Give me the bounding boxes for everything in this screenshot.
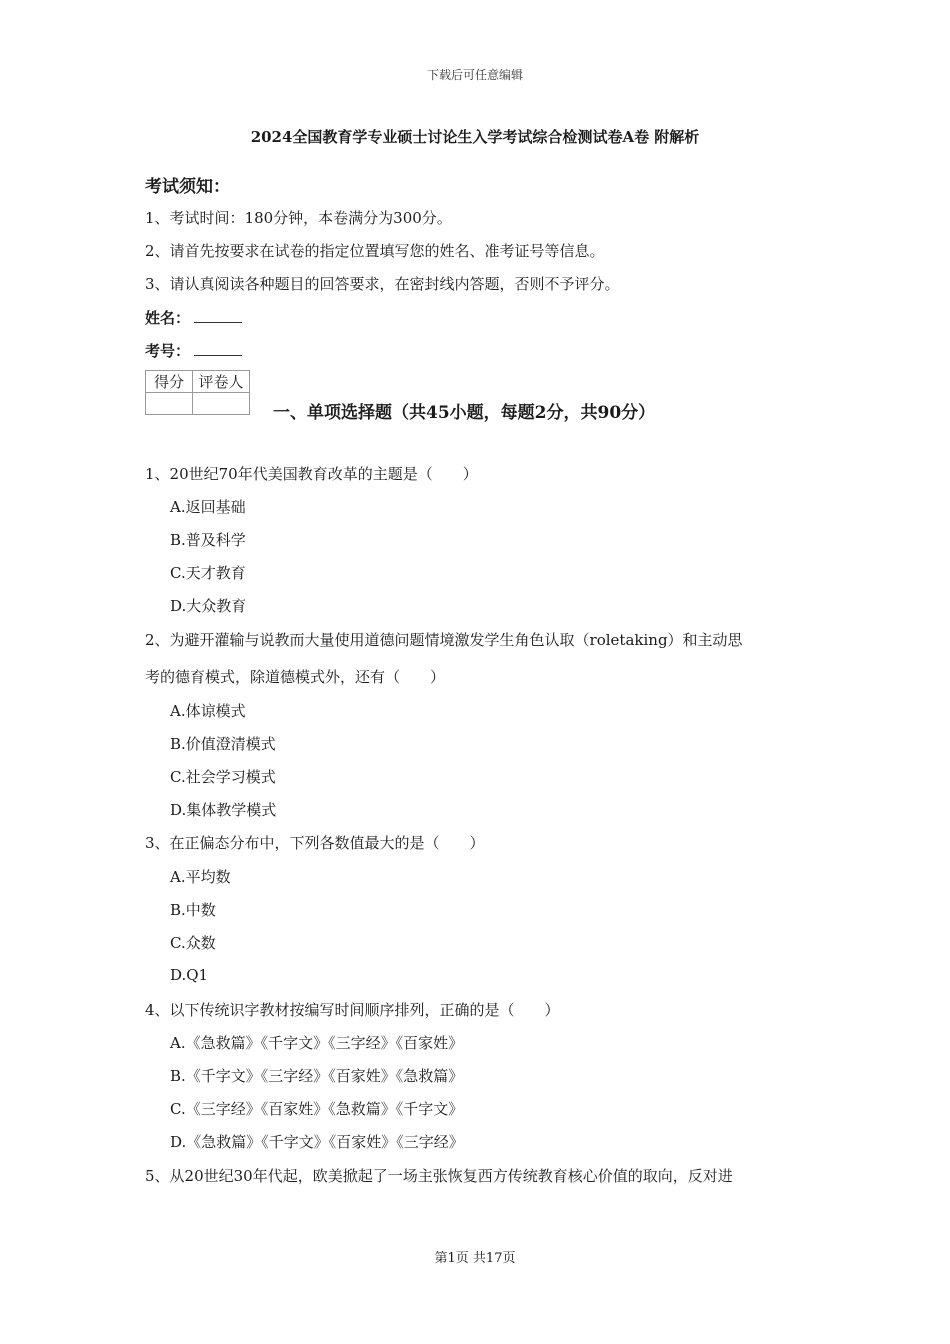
score-table <box>145 370 250 415</box>
question-2: 2、为避开灌输与说教而大量使用道德问题情境激发学生角色认取（roletaking）和主动思 <box>145 631 743 649</box>
document-title: 2024全国教育学专业硕士讨论生入学考试综合检测试卷A卷 附解析 <box>250 128 700 146</box>
question-2-option-b: B.价值澄清模式 <box>170 735 276 753</box>
question-4-option-d: D.《急救篇》《千字文》《百家姓》《三字经》 <box>170 1133 464 1151</box>
notice-heading: 考试须知： <box>145 177 230 197</box>
page-footer: 第1页 共17页 <box>434 1251 516 1266</box>
number-blank[interactable] <box>194 341 242 356</box>
question-4-option-b: B.《千字文》《三字经》《百家姓》《急救篇》 <box>170 1067 464 1085</box>
question-4-option-a: A.《急救篇》《千字文》《三字经》《百家姓》 <box>170 1034 464 1052</box>
notice-item-2: 2、请首先按要求在试卷的指定位置填写您的姓名、准考证号等信息。 <box>145 242 605 260</box>
section-heading: 一、单项选择题（共45小题，每题2分，共90分） <box>273 403 656 423</box>
question-3-option-d: D.Q1 <box>170 966 209 984</box>
header-note: 下载后可任意编辑 <box>426 68 523 82</box>
question-3-option-a: A.平均数 <box>170 868 231 886</box>
score-header: 得分 <box>146 371 193 393</box>
name-field <box>145 307 242 328</box>
question-1-option-a: A.返回基础 <box>170 498 246 516</box>
name-blank[interactable] <box>194 308 242 323</box>
question-1: 1、20世纪70年代美国教育改革的主题是（ ） <box>145 465 478 483</box>
question-3: 3、在正偏态分布中，下列各数值最大的是（ ） <box>145 834 485 852</box>
question-2-continued: 考的德育模式，除道德模式外，还有（ ） <box>145 668 446 686</box>
notice-item-1: 1、考试时间：180分钟，本卷满分为300分。 <box>145 209 452 227</box>
question-1-option-c: C.天才教育 <box>170 564 246 582</box>
question-1-option-d: D.大众教育 <box>170 597 247 615</box>
grader-cell[interactable] <box>193 393 250 415</box>
question-3-option-c: C.众数 <box>170 934 216 952</box>
name-label: 姓名： <box>145 309 191 327</box>
score-cell[interactable] <box>146 393 193 415</box>
question-2-option-c: C.社会学习模式 <box>170 768 276 786</box>
question-2-option-d: D.集体教学模式 <box>170 801 277 819</box>
notice-item-3: 3、请认真阅读各种题目的回答要求，在密封线内答题，否则不予评分。 <box>145 275 620 293</box>
question-1-option-b: B.普及科学 <box>170 531 246 549</box>
question-4-option-c: C.《三字经》《百家姓》《急救篇》《千字文》 <box>170 1100 464 1118</box>
number-label: 考号： <box>145 342 191 360</box>
question-4: 4、以下传统识字教材按编写时间顺序排列，正确的是（ ） <box>145 1001 560 1019</box>
grader-header: 评卷人 <box>193 371 250 393</box>
number-field <box>145 340 242 361</box>
question-5: 5、从20世纪30年代起，欧美掀起了一场主张恢复西方传统教育核心价值的取向，反对进 <box>145 1167 733 1185</box>
question-3-option-b: B.中数 <box>170 901 216 919</box>
question-2-option-a: A.体谅模式 <box>170 702 246 720</box>
